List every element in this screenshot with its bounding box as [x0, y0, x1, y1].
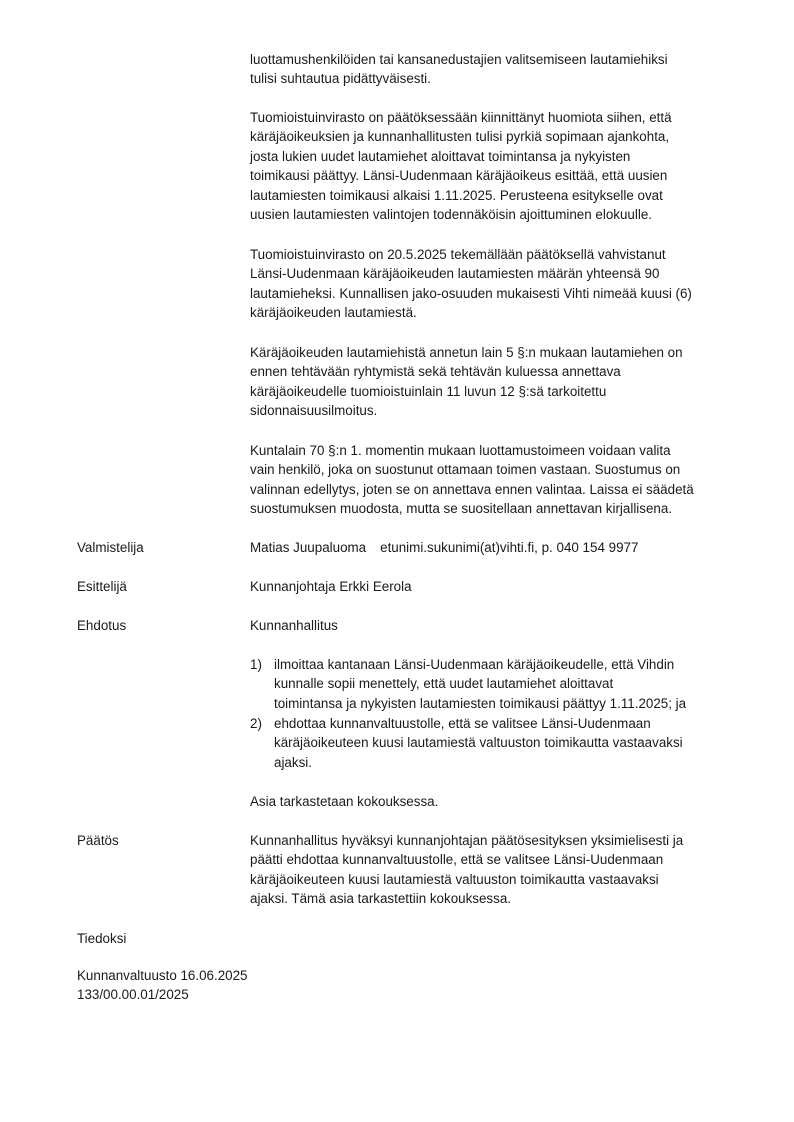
item-number: 2) — [250, 716, 262, 731]
text-line: päätti ehdottaa kunnanvaltuustolle, että se valitsee Länsi-Uudenmaan — [250, 852, 664, 868]
text-line: ilmoittaa kantanaan Länsi-Uudenmaan käräjäoikeudelle, että Vihdin — [274, 657, 675, 672]
text-line: tulisi suhtautua pidättyväisesti. — [250, 71, 431, 87]
text-line: Käräjäoikeuden lautamiehistä annetun lain 5 §:n mukaan lautamiehen on — [250, 345, 683, 360]
intro-paragraph — [250, 343, 740, 421]
intro-paragraph — [250, 108, 740, 224]
text-line: vain henkilö, joka on suostunut ottamaan toimen vastaan. Suostumus on — [250, 462, 681, 478]
decision-text — [250, 831, 740, 909]
footer-reference: 133/00.00.01/2025 — [77, 987, 189, 1002]
text-line: ehdottaa kunnanvaltuustolle, että se valitsee Länsi-Uudenmaan — [274, 716, 651, 731]
text-line: Kunnanhallitus hyväksyi kunnanjohtajan päätösesityksen yksimielisesti ja — [250, 833, 684, 848]
presenter-label: Esittelijä — [77, 579, 127, 594]
text-line: Tuomioistuinvirasto on 20.5.2025 tekemällään päätöksellä vahvistanut — [250, 247, 666, 262]
decision-label: Päätös — [77, 833, 119, 848]
proposal-body: Kunnanhallitus — [250, 618, 338, 633]
text-line: Länsi-Uudenmaan käräjäoikeuden lautamiesten määrän yhteensä 90 — [250, 266, 660, 282]
text-line: lautamiesten toimikausi alkaisi 1.11.2025. Perusteena esitykselle ovat — [250, 187, 663, 203]
notice-label: Tiedoksi — [77, 931, 127, 946]
text-line: valinnan edellytys, joten se on annettava ennen valintaa. Laissa ei säädetä — [250, 481, 694, 497]
text-line: sidonnaisuusilmoitus. — [250, 403, 378, 419]
text-line: toimintansa ja nykyisten lautamiesten toimikausi päättyy 1.11.2025; ja — [274, 695, 687, 711]
text-line: suostumuksen muodosta, mutta se suositellaan annettavan kirjallisena. — [250, 501, 673, 517]
text-line: käräjäoikeudelle tuomioistuinlain 11 luvun 12 §:sä tarkoitettu — [250, 383, 607, 399]
presenter-value: Kunnanjohtaja Erkki Eerola — [250, 579, 412, 594]
text-line: käräjäoikeuteen kuusi lautamiestä valtuuston toimikautta vastaavaksi — [274, 735, 683, 751]
text-line: ajaksi. — [274, 754, 312, 770]
text-line: käräjäoikeuksien ja kunnanhallitusten tulisi pyrkiä sopimaan ajankohta, — [250, 129, 670, 145]
item-number: 1) — [250, 657, 262, 672]
text-line: käräjäoikeuteen kuusi lautamiestä valtuuston toimikautta vastaavaksi — [250, 871, 659, 887]
proposal-note: Asia tarkastetaan kokouksessa. — [250, 794, 439, 809]
preparer-name: Matias Juupaluoma — [250, 540, 367, 555]
preparer-value — [250, 538, 638, 557]
item-text — [274, 714, 744, 772]
proposal-label: Ehdotus — [77, 618, 127, 633]
text-line: Kuntalain 70 §:n 1. momentin mukaan luottamustoimeen voidaan valita — [250, 443, 671, 458]
intro-paragraph — [250, 50, 740, 89]
text-line: uusien lautamiesten valintojen todennäköisin ajoittuminen elokuulle. — [250, 207, 652, 223]
intro-paragraph — [250, 245, 740, 323]
text-line: käräjäoikeuden lautamiestä. — [250, 305, 417, 321]
text-line: luottamushenkilöiden tai kansanedustajien valitsemiseen lautamiehiksi — [250, 52, 668, 67]
footer-meeting: Kunnanvaltuusto 16.06.2025 — [77, 968, 248, 983]
text-line: toimikausi päättyy. Länsi-Uudenmaan käräjäoikeus esittää, että uusien — [250, 168, 668, 184]
item-text — [274, 655, 744, 713]
text-line: Tuomioistuinvirasto on päätöksessään kiinnittänyt huomiota siihen, että — [250, 110, 672, 125]
preparer-contact: etunimi.sukunimi(at)vihti.fi, p. 040 154 9977 — [380, 540, 639, 555]
text-line: kunnalle sopii menettely, että uudet lautamiehet aloittavat — [274, 676, 614, 692]
text-line: ajaksi. Tämä asia tarkastettiin kokouksessa. — [250, 891, 511, 907]
text-line: lautamieheksi. Kunnallisen jako-osuuden mukaisesti Vihti nimeää kuusi (6) — [250, 285, 692, 301]
intro-paragraph — [250, 441, 740, 519]
preparer-label: Valmistelija — [77, 540, 144, 555]
text-line: ennen tehtävään ryhtymistä sekä tehtävän kuluessa annettava — [250, 364, 621, 380]
text-line: josta lukien uudet lautamiehet aloittavat toimintansa ja nykyisten — [250, 148, 631, 164]
